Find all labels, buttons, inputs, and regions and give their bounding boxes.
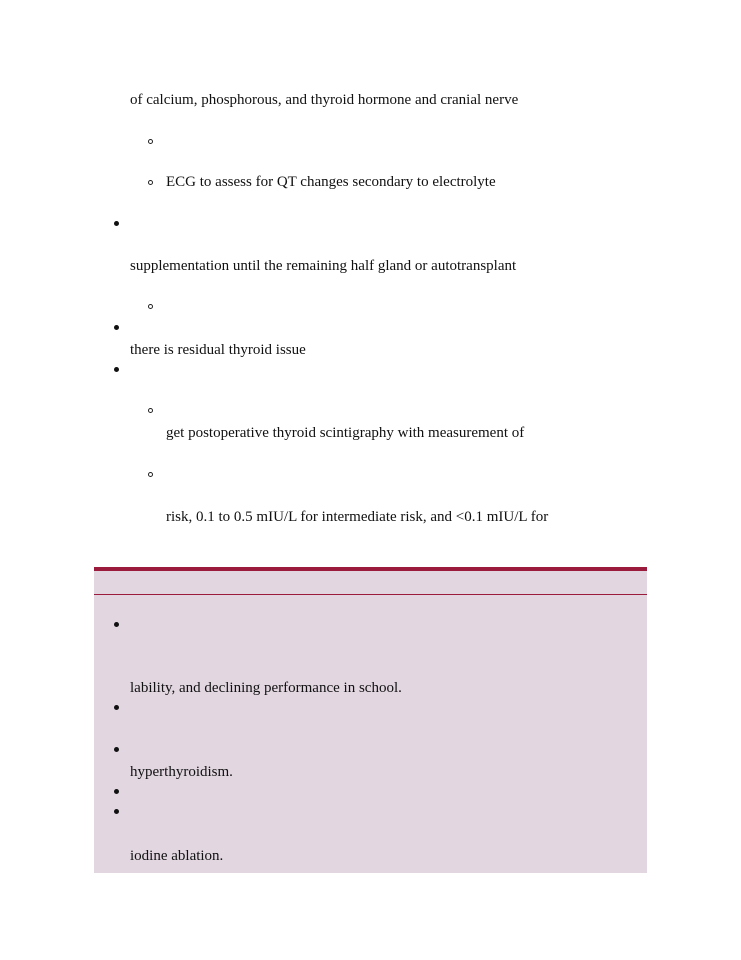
bullet-disc [114,367,119,372]
sub-bullet-circle [148,304,153,309]
bullet-disc [114,809,119,814]
text-line-scintigraphy: get postoperative thyroid scintigraphy with measurement of [166,425,525,441]
bullet-disc [114,705,119,710]
text-line-lability: lability, and declining performance in school. [130,680,402,696]
text-line-supplementation: supplementation until the remaining half gland or autotransplant [130,258,517,274]
bullet-disc [114,622,119,627]
bullet-disc [114,325,119,330]
text-line-residual: there is residual thyroid issue [130,342,306,358]
bullet-disc [114,221,119,226]
sub-bullet-circle [148,180,153,185]
box-top-rule [94,567,647,571]
text-line-iodine: iodine ablation. [130,848,224,864]
text-line-calcium: of calcium, phosphorous, and thyroid hormone and cranial nerve [130,92,519,108]
sub-bullet-circle [148,408,153,413]
text-line-risk: risk, 0.1 to 0.5 mIU/L for intermediate risk, and <0.1 mIU/L for [166,509,549,525]
highlight-box [94,567,647,873]
box-divider-rule [94,594,647,595]
text-line-hyperthyroidism: hyperthyroidism. [130,764,233,780]
sub-bullet-circle [148,472,153,477]
bullet-disc [114,747,119,752]
text-line-ecg: ECG to assess for QT changes secondary to electrolyte [166,174,496,190]
sub-bullet-circle [148,139,153,144]
bullet-disc [114,789,119,794]
